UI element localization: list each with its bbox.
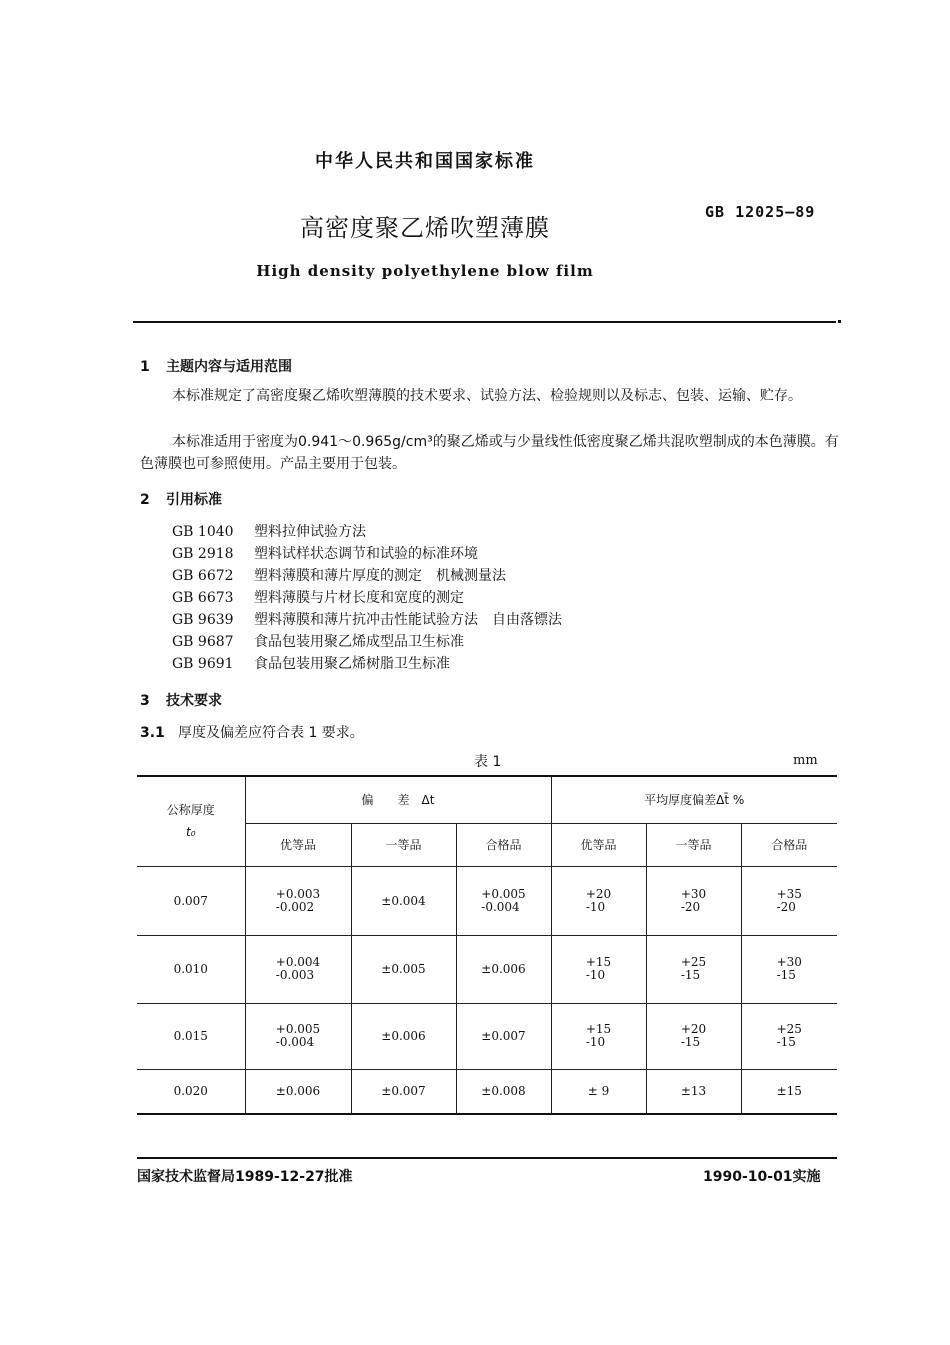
nominal-thickness-cell: 0.015 [137,1003,245,1069]
deviation-cell: ±0.004 [351,866,456,935]
section-3-number: 3 [140,693,150,709]
table-header-row [137,776,837,823]
deviation-cell: ±0.006 [245,1069,351,1114]
average-deviation-cell: +35 -20 [741,866,837,935]
approval-date: 国家技术监督局1989-12-27批准 [137,1169,353,1185]
average-deviation-cell: +15 -10 [551,1003,646,1069]
deviation-cell: ±0.006 [351,1003,456,1069]
average-deviation-cell: ±13 [646,1069,741,1114]
nominal-thickness-cell: 0.010 [137,935,245,1003]
section-2-heading [140,489,222,509]
effective-date: 1990-10-01实施 [703,1169,821,1185]
deviation-cell: +0.004 -0.003 [245,935,351,1003]
header-grade: 优等品 [245,823,351,866]
header-nominal-thickness [137,776,245,866]
reference-code: GB 9639 [172,612,234,628]
average-deviation-cell: +30 -15 [741,935,837,1003]
reference-code: GB 6673 [172,590,234,606]
nominal-thickness-cell: 0.020 [137,1069,245,1114]
reference-item [172,587,562,609]
average-deviation-cell: +20 -10 [551,866,646,935]
reference-code: GB 9691 [172,656,234,672]
table-row [137,1003,837,1069]
national-standard-heading: 中华人民共和国国家标准 [315,151,535,172]
reference-item [172,631,562,653]
reference-item [172,653,562,675]
section-1-paragraph-2: 本标准适用于密度为0.941～0.965g/cm³的聚乙烯或与少量线性低密度聚乙烯共混吹塑制成的本色薄膜。有色薄膜也可参照使用。产品主要用于包装。 [140,434,839,472]
section-3-1-line [140,722,364,744]
section-1-paragraph-1: 本标准规定了高密度聚乙烯吹塑薄膜的技术要求、试验方法、检验规则以及标志、包装、运输、贮存。 [172,388,802,404]
reference-item [172,521,562,543]
reference-item [172,543,562,565]
reference-item [172,565,562,587]
reference-code: GB 6672 [172,568,234,584]
average-deviation-cell: +30 -20 [646,866,741,935]
reference-name: 塑料薄膜和薄片厚度的测定 机械测量法 [254,568,506,584]
nominal-thickness-cell: 0.007 [137,866,245,935]
table-row [137,866,837,935]
section-3-heading [140,690,222,710]
header-average-deviation: 平均厚度偏差Δt̄ % [551,776,837,823]
document-title-cn: 高密度聚乙烯吹塑薄膜 [300,214,550,242]
standard-number: GB 12025—89 [705,203,816,221]
header-nominal-label: 公称厚度 [166,803,215,818]
deviation-cell: ±0.007 [351,1069,456,1114]
header-grade: 合格品 [456,823,551,866]
footer-rule [137,1157,837,1159]
reference-code: GB 1040 [172,524,234,540]
header-grade: 一等品 [351,823,456,866]
reference-name: 塑料试样状态调节和试验的标准环境 [254,546,478,562]
reference-name: 塑料薄膜和薄片抗冲击性能试验方法 自由落镖法 [254,612,562,628]
reference-name: 食品包装用聚乙烯树脂卫生标准 [254,656,450,672]
reference-name: 塑料薄膜与片材长度和宽度的测定 [254,590,464,606]
reference-item [172,609,562,631]
deviation-cell: +0.005 -0.004 [456,866,551,935]
reference-name: 塑料拉伸试验方法 [254,524,366,540]
average-deviation-cell: ± 9 [551,1069,646,1114]
average-deviation-cell: +15 -10 [551,935,646,1003]
reference-name: 食品包装用聚乙烯成型品卫生标准 [254,634,464,650]
thickness-tolerance-table [137,775,837,1115]
table-caption: 表 1 [474,754,502,770]
section-3-1-number: 3.1 [140,725,165,741]
section-1-number: 1 [140,359,150,375]
average-deviation-cell: ±15 [741,1069,837,1114]
header-grade: 合格品 [741,823,837,866]
reference-code: GB 2918 [172,546,234,562]
section-2-title: 引用标准 [166,492,222,508]
average-deviation-cell: +25 -15 [646,935,741,1003]
table-row [137,1069,837,1114]
average-deviation-cell: +20 -15 [646,1003,741,1069]
section-1-heading [140,356,292,376]
deviation-cell: ±0.005 [351,935,456,1003]
header-deviation: 偏 差 Δt [245,776,551,823]
top-rule [133,321,836,323]
header-nominal-symbol: t₀ [185,825,196,840]
deviation-cell: +0.005 -0.004 [245,1003,351,1069]
deviation-cell: ±0.006 [456,935,551,1003]
table-unit: mm [793,753,818,768]
document-title-en: High density polyethylene blow film [256,262,594,280]
table-row [137,935,837,1003]
top-rule-dot [838,320,841,323]
deviation-cell: +0.003 -0.002 [245,866,351,935]
reference-list [172,521,562,675]
reference-code: GB 9687 [172,634,234,650]
deviation-cell: ±0.007 [456,1003,551,1069]
average-deviation-cell: +25 -15 [741,1003,837,1069]
section-1-title: 主题内容与适用范围 [166,359,292,375]
header-grade: 一等品 [646,823,741,866]
header-grade: 优等品 [551,823,646,866]
section-2-number: 2 [140,492,150,508]
section-3-1-text: 厚度及偏差应符合表 1 要求。 [178,725,364,741]
deviation-cell: ±0.008 [456,1069,551,1114]
section-3-title: 技术要求 [166,693,222,709]
